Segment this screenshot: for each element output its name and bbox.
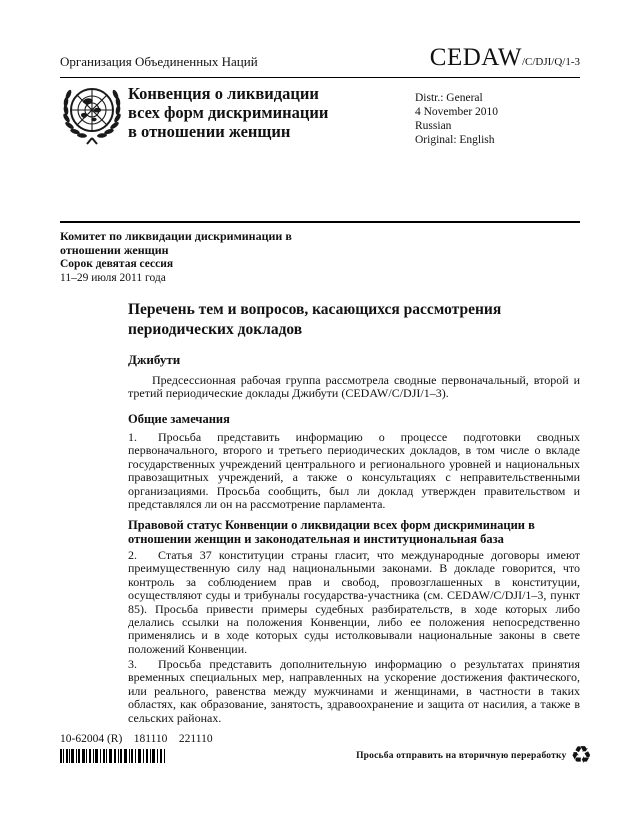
distribution-block (415, 91, 498, 147)
committee-name: Комитет по ликвидации дискриминации в отношении женщин (60, 229, 292, 257)
header-divider (60, 77, 580, 78)
barcode (60, 749, 166, 768)
distr-original: Original: English (415, 134, 495, 146)
job-number-line: 10-62004 (R) 181110 221110 (60, 733, 213, 745)
paragraph-3 (128, 658, 580, 725)
doc-symbol (430, 44, 580, 72)
committee-block (60, 230, 340, 285)
doc-symbol-main: CEDAW (429, 44, 522, 71)
section-divider (60, 221, 580, 223)
document-title: Перечень тем и вопросов, касающихся рассмотрения периодических докладов (128, 301, 502, 338)
distr-language: Russian (415, 120, 452, 132)
paragraph-2-text: Статья 37 конституции страны гласит, что международные договоры имеют преимущественную силу над национальными законами. В докладе говорится, что контроль за соблюдением прав и свобод, провозглашенных в конституции, осуществляют суды и трибуналы государства-участника (см. CEDAW/C/DJI/1–3, пункт 85). Просьба привести примеры судебных разбирательств, в ходе которых либо делались ссылки на положения Конвенции, либо ее положения непосредственно применялись и в ходе которых суды истолковывали национальные законы в свете положений Конвенции. (128, 548, 580, 656)
paragraph-2 (128, 549, 580, 656)
un-emblem-icon (56, 80, 128, 150)
recycle-notice (356, 744, 592, 768)
paragraph-1 (128, 431, 580, 511)
doc-symbol-suffix: /C/DJI/Q/1-3 (521, 56, 580, 68)
section-heading-legal-status: Правовой статус Конвенции о ликвидации всех форм дискриминации в отношении женщин и законодательная и институциональная база (128, 518, 535, 546)
recycle-icon: ♻ (570, 743, 592, 769)
intro-paragraph: Предсессионная рабочая группа рассмотрела сводные первоначальный, второй и третий периодические доклады Джибути (CEDAW/C/DJI/1–3). (128, 373, 580, 401)
country-name: Джибути (128, 352, 181, 367)
recycle-text: Просьба отправить на вторичную переработку (356, 751, 567, 761)
paragraph-1-text: Просьба представить информацию о процессе подготовки сводных первоначального, второго и третьего периодических докладов, в том числе о вкладе государственных учреждений центрального и регионального уровней и национальных правозащитных учреждений, а также о консультациях с неправительственными организациями. Просьба сообщить, был ли доклад утвержден правительством и представлялся ли он на рассмотрение парламента. (128, 430, 580, 512)
paragraph-3-number: 3. (128, 657, 137, 671)
section-heading-general: Общие замечания (128, 412, 230, 426)
org-name: Организация Объединенных Наций (60, 54, 258, 69)
session-dates: 11–29 июля 2011 года (60, 271, 166, 284)
distr-type: Distr.: General (415, 92, 483, 104)
paragraph-3-text: Просьба представить дополнительную информацию о результатах принятия временных специальных мер, направленных на ускорение достижения фактического, или реального, равенства между мужчинами и женщинами, в частности в таких областях, как образование, занятость, здравоохранение и защита от насилия, а также в сельских районах. (128, 657, 580, 725)
paragraph-1-number: 1. (128, 430, 137, 444)
distr-date: 4 November 2010 (415, 106, 499, 118)
paragraph-2-number: 2. (128, 548, 137, 562)
session-title: Сорок девятая сессия (60, 258, 174, 270)
convention-title: Конвенция о ликвидации всех форм дискриминации в отношении женщин (128, 84, 329, 141)
